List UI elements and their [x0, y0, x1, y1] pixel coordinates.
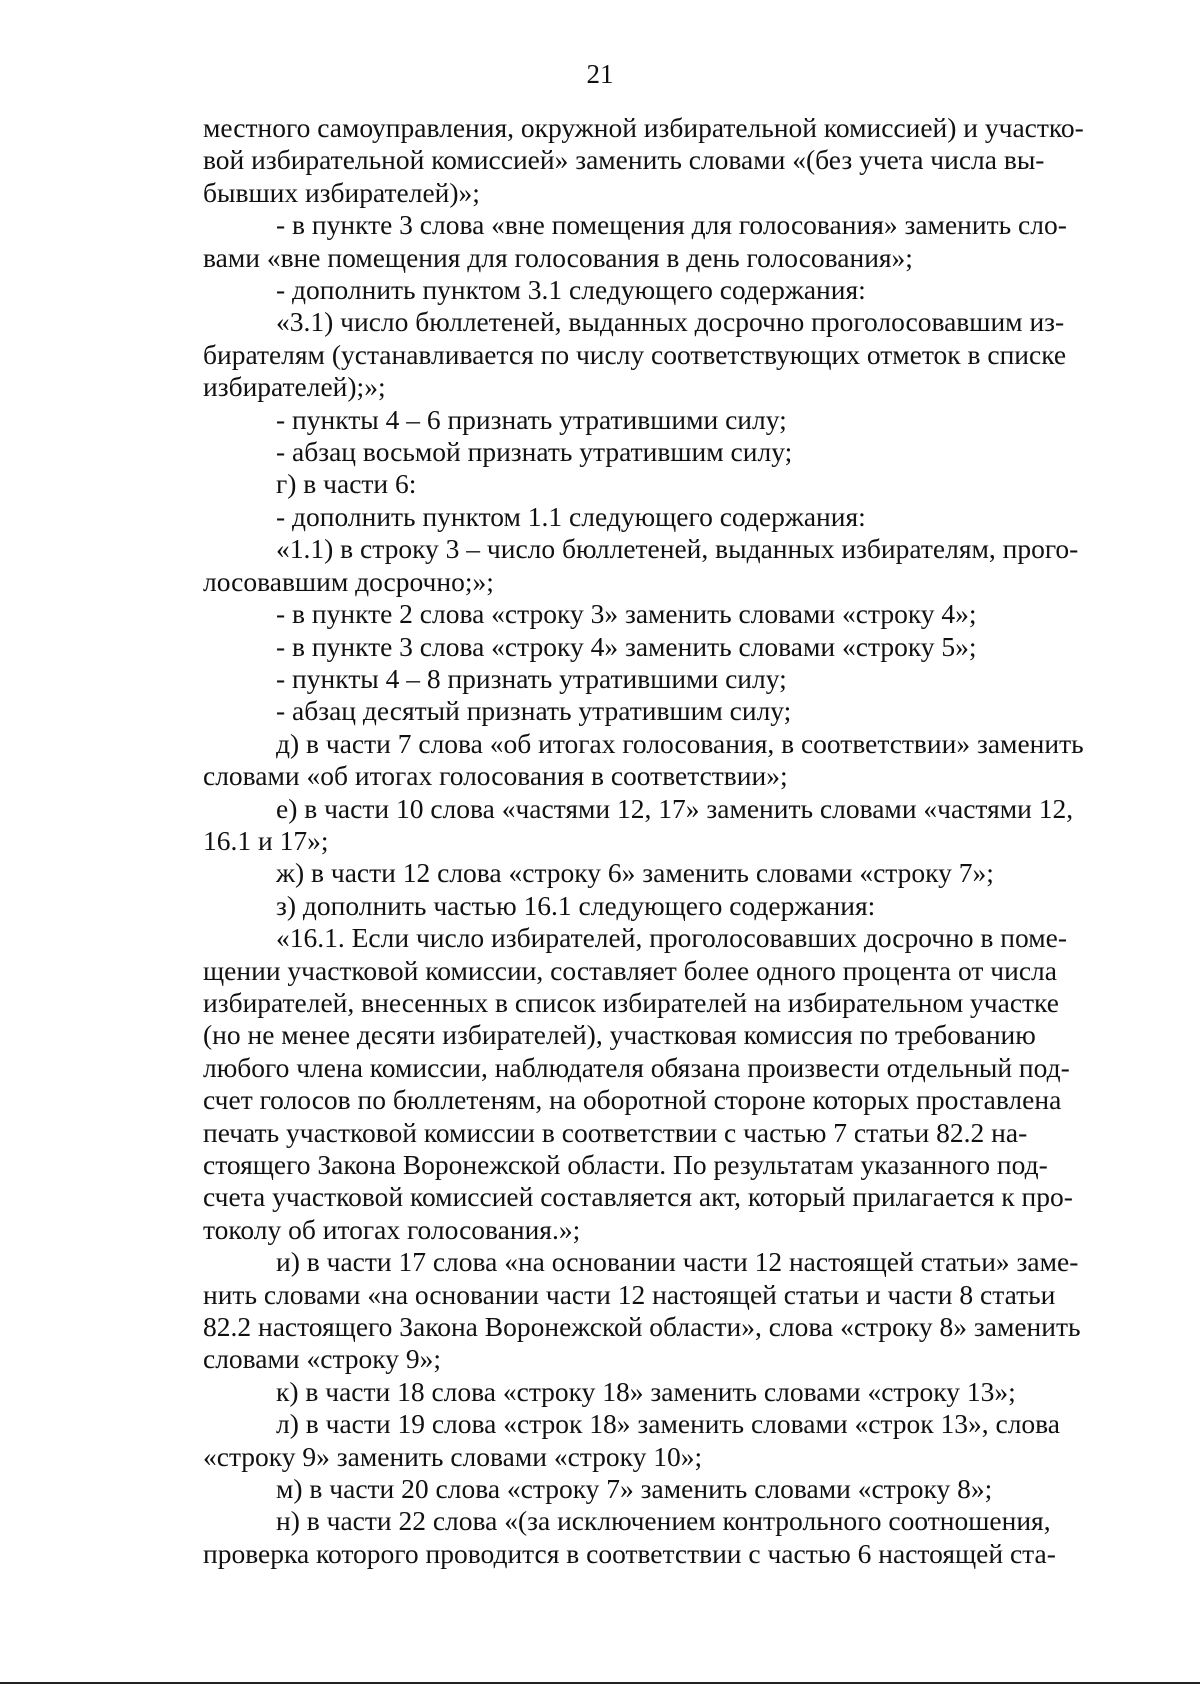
paragraph: е) в части 10 слова «частями 12, 17» заменить словами «частями 12, 16.1 и 17»; — [203, 792, 1074, 856]
paragraph: - в пункте 2 слова «строку 3» заменить словами «строку 4»; — [276, 598, 977, 630]
paragraph: - абзац восьмой признать утратившим силу; — [276, 436, 793, 468]
paragraph: л) в части 19 слова «строк 18» заменить словами «строк 13», слова «строку 9» заменить словами «строку 10»; — [203, 1408, 1060, 1472]
paragraph: к) в части 18 слова «строку 18» заменить словами «строку 13»; — [276, 1375, 1016, 1407]
paragraph: - в пункте 3 слова «вне помещения для голосования» заменить сло- вами «вне помещения для голосования в день голосования»; — [203, 209, 1067, 273]
paragraph: н) в части 22 слова «(за исключением контрольного соотношения, проверка которого проводится в соответствии с частью 6 настоящей ста- — [203, 1505, 1056, 1569]
paragraph: «3.1) число бюллетеней, выданных досрочно проголосовавшим из- бирателям (устанавливается по числу соответствующих отметок в списке избирателей);»; — [203, 306, 1067, 403]
paragraph: - абзац десятый признать утратившим силу; — [276, 695, 792, 727]
paragraph: - дополнить пунктом 1.1 следующего содержания: — [276, 500, 866, 532]
paragraph: м) в части 20 слова «строку 7» заменить словами «строку 8»; — [276, 1473, 993, 1505]
paragraph: з) дополнить частью 16.1 следующего содержания: — [276, 889, 876, 921]
paragraph: - в пункте 3 слова «строку 4» заменить словами «строку 5»; — [276, 630, 977, 662]
paragraph: ж) в части 12 слова «строку 6» заменить словами «строку 7»; — [276, 857, 994, 889]
document-body — [203, 112, 1120, 1570]
paragraph: д) в части 7 слова «об итогах голосования, в соответствии» заменить словами «об итогах голосования в соответствии»; — [203, 727, 1084, 792]
paragraph: и) в части 17 слова «на основании части 12 настоящей статьи» заме- нить словами «на основании части 12 настоящей статьи и части 8 статьи 82.2 настоящего Закона Воронежской области», слова «строку 8» заменить словами «строку 9»; — [203, 1246, 1081, 1375]
paragraph: - пункты 4 – 6 признать утратившими силу; — [276, 403, 787, 435]
paragraph: «1.1) в строку 3 – число бюллетеней, выданных избирателям, прого- лосовавшим досрочно;»; — [203, 533, 1079, 597]
paragraph: - пункты 4 – 8 признать утратившими силу; — [276, 662, 787, 694]
bottom-rule — [0, 1682, 1200, 1684]
page-number: 21 — [586, 59, 614, 89]
paragraph: - дополнить пунктом 3.1 следующего содержания: — [276, 274, 866, 306]
paragraph: местного самоуправления, окружной избирательной комиссией) и участко- вой избирательной комиссией» заменить словами «(без учета числа вы- бывших избирателей)»; — [203, 112, 1084, 208]
paragraph: г) в части 6: — [276, 468, 417, 500]
paragraph: «16.1. Если число избирателей, проголосовавших досрочно в поме- щении участковой комиссии, составляет более одного процента от числа избирателей, внесенных в список избирателей на избирательном участке (но не менее десяти избирателей), участковая комиссия по требованию любого члена комиссии, наблюдателя обязана произвести отдельный под- счет голосов по бюллетеням, на оборотной стороне которых проставлена печать участковой комиссии в соответствии с частью 7 статьи 82.2 на- стоящего Закона Воронежской области. По результатам указанного под- счета участковой комиссией составляется акт, который прилагается к про- токолу об итогах голосования.»; — [203, 922, 1073, 1245]
